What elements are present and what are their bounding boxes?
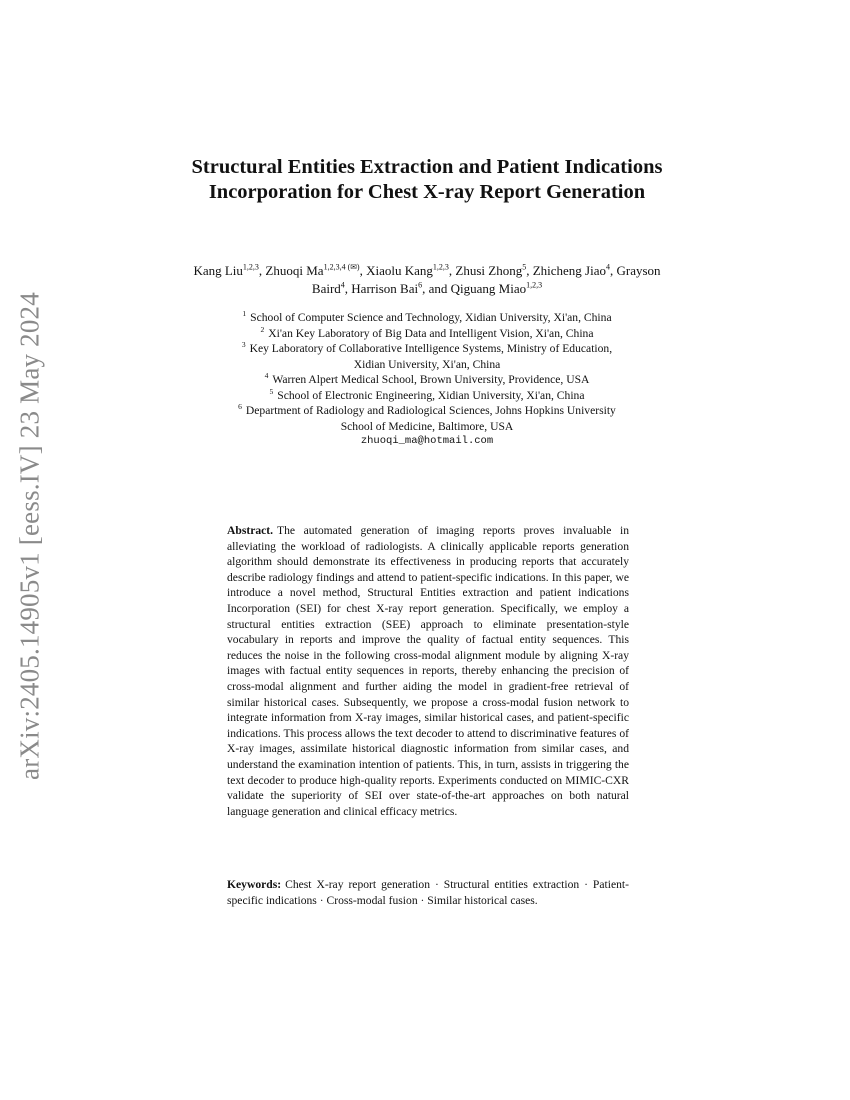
- affiliation-line: [170, 388, 684, 404]
- author-separator: ,: [610, 263, 617, 278]
- affiliation-number: 1: [242, 309, 247, 319]
- affiliation-line: [170, 357, 684, 373]
- affiliation-text: Xidian University, Xi'an, China: [353, 357, 501, 371]
- arxiv-sidebar: [0, 0, 60, 1100]
- author-separator: ,: [526, 263, 533, 278]
- author-affiliation-marker: 1,2,3,4 (✉): [323, 262, 360, 272]
- affiliation-line: [170, 310, 684, 326]
- affiliation-text: Key Laboratory of Collaborative Intelligence Systems, Ministry of Education,: [249, 342, 613, 355]
- abstract-label: Abstract.: [227, 524, 274, 537]
- affiliation-text: School of Computer Science and Technology, Xidian University, Xi'an, China: [250, 311, 612, 324]
- keywords: [227, 877, 629, 908]
- author-name: Kang Liu: [193, 263, 243, 278]
- author-affiliation-marker: 4: [340, 280, 345, 290]
- affiliation-line: [170, 403, 684, 419]
- affiliation-text: School of Electronic Engineering, Xidian University, Xi'an, China: [277, 388, 585, 402]
- affiliation-text: Warren Alpert Medical School, Brown University, Providence, USA: [272, 373, 590, 386]
- author-separator: ,: [448, 263, 456, 278]
- author-affiliation-marker: 1,2,3: [242, 262, 259, 272]
- affiliation-text: Department of Radiology and Radiological Sciences, Johns Hopkins University: [245, 404, 616, 417]
- author-name: Zhusi Zhong: [455, 263, 523, 278]
- affiliation-list: [170, 310, 684, 450]
- affiliation-line: [170, 341, 684, 357]
- author-name: Zhicheng Jiao: [532, 263, 606, 278]
- author-name: Grayson Baird: [311, 263, 661, 296]
- author-affiliation-marker: 1,2,3: [432, 262, 449, 272]
- keywords-text: Chest X-ray report generation · Structural entities extraction · Patient-specific indications · Cross-modal fusion · Similar historical cases.: [227, 878, 629, 907]
- affiliation-number: 4: [264, 371, 269, 381]
- author-name: Qiguang Miao: [450, 281, 527, 296]
- arxiv-identifier: arXiv:2405.14905v1 [eess.IV] 23 May 2024: [14, 292, 45, 780]
- author-affiliation-marker: 4: [606, 262, 610, 272]
- affiliation-text: Xi'an Key Laboratory of Big Data and Intelligent Vision, Xi'an, China: [268, 326, 594, 340]
- affiliation-text: School of Medicine, Baltimore, USA: [340, 419, 514, 433]
- author-name: Harrison Bai: [351, 281, 419, 296]
- paper-title: Structural Entities Extraction and Patient Indications Incorporation for Chest X-ray Report Generation: [191, 156, 663, 203]
- affiliation-number: 3: [241, 340, 246, 350]
- affiliation-line: [170, 372, 684, 388]
- affiliation-number: 2: [260, 324, 265, 334]
- author-affiliation-marker: 5: [522, 262, 527, 272]
- author-list: [180, 262, 674, 298]
- author-affiliation-marker: 6: [418, 280, 423, 290]
- author-separator: ,: [344, 281, 352, 296]
- affiliation-line: [170, 326, 684, 342]
- affiliation-line: [170, 419, 684, 435]
- keywords-label: Keywords:: [227, 878, 282, 891]
- author-affiliation-marker: 1,2,3: [526, 280, 543, 290]
- affiliation-number: 5: [269, 386, 274, 396]
- author-name: Zhuoqi Ma: [265, 263, 324, 278]
- corresponding-email[interactable]: zhuoqi_ma@hotmail.com: [360, 435, 494, 447]
- author-separator: , and: [422, 281, 451, 296]
- abstract: [227, 523, 629, 819]
- abstract-text: The automated generation of imaging reports proves invaluable in alleviating the workload of radiologists. A clinically applicable reports generation algorithm should demonstrate its effectiveness in producing reports that accurately describe radiology findings and attend to patient-specific indications. In this paper, we introduce a novel method, Structural Entities extraction and patient indications Incorporation (SEI) for chest X-ray report generation. Specifically, we employ a structural entities extraction (SEE) approach to eliminate presentation-style vocabulary in reports and improve the quality of factual entity sequences. This reduces the noise in the following cross-modal alignment module by aligning X-ray images with factual entity sequences in reports, thereby enhancing the precision of cross-modal alignment and further aiding the model in gradient-free retrieval of similar historical cases. Subsequently, we propose a cross-modal fusion network to integrate information from X-ray images, similar historical cases, and patient-specific indications. This process allows the text decoder to attend to discriminative features of X-ray images, assimilate historical diagnostic information from similar cases, and understand the examination intention of patients. This, in turn, assists in triggering the text decoder to produce high-quality reports. Experiments conducted on MIMIC-CXR validate the superiority of SEI over state-of-the-art approaches on both natural language generation and clinical efficacy metrics.: [227, 524, 629, 818]
- author-name: Xiaolu Kang: [366, 263, 433, 278]
- author-separator: ,: [258, 263, 266, 278]
- affiliation-number: 6: [238, 402, 242, 412]
- author-separator: ,: [359, 263, 367, 278]
